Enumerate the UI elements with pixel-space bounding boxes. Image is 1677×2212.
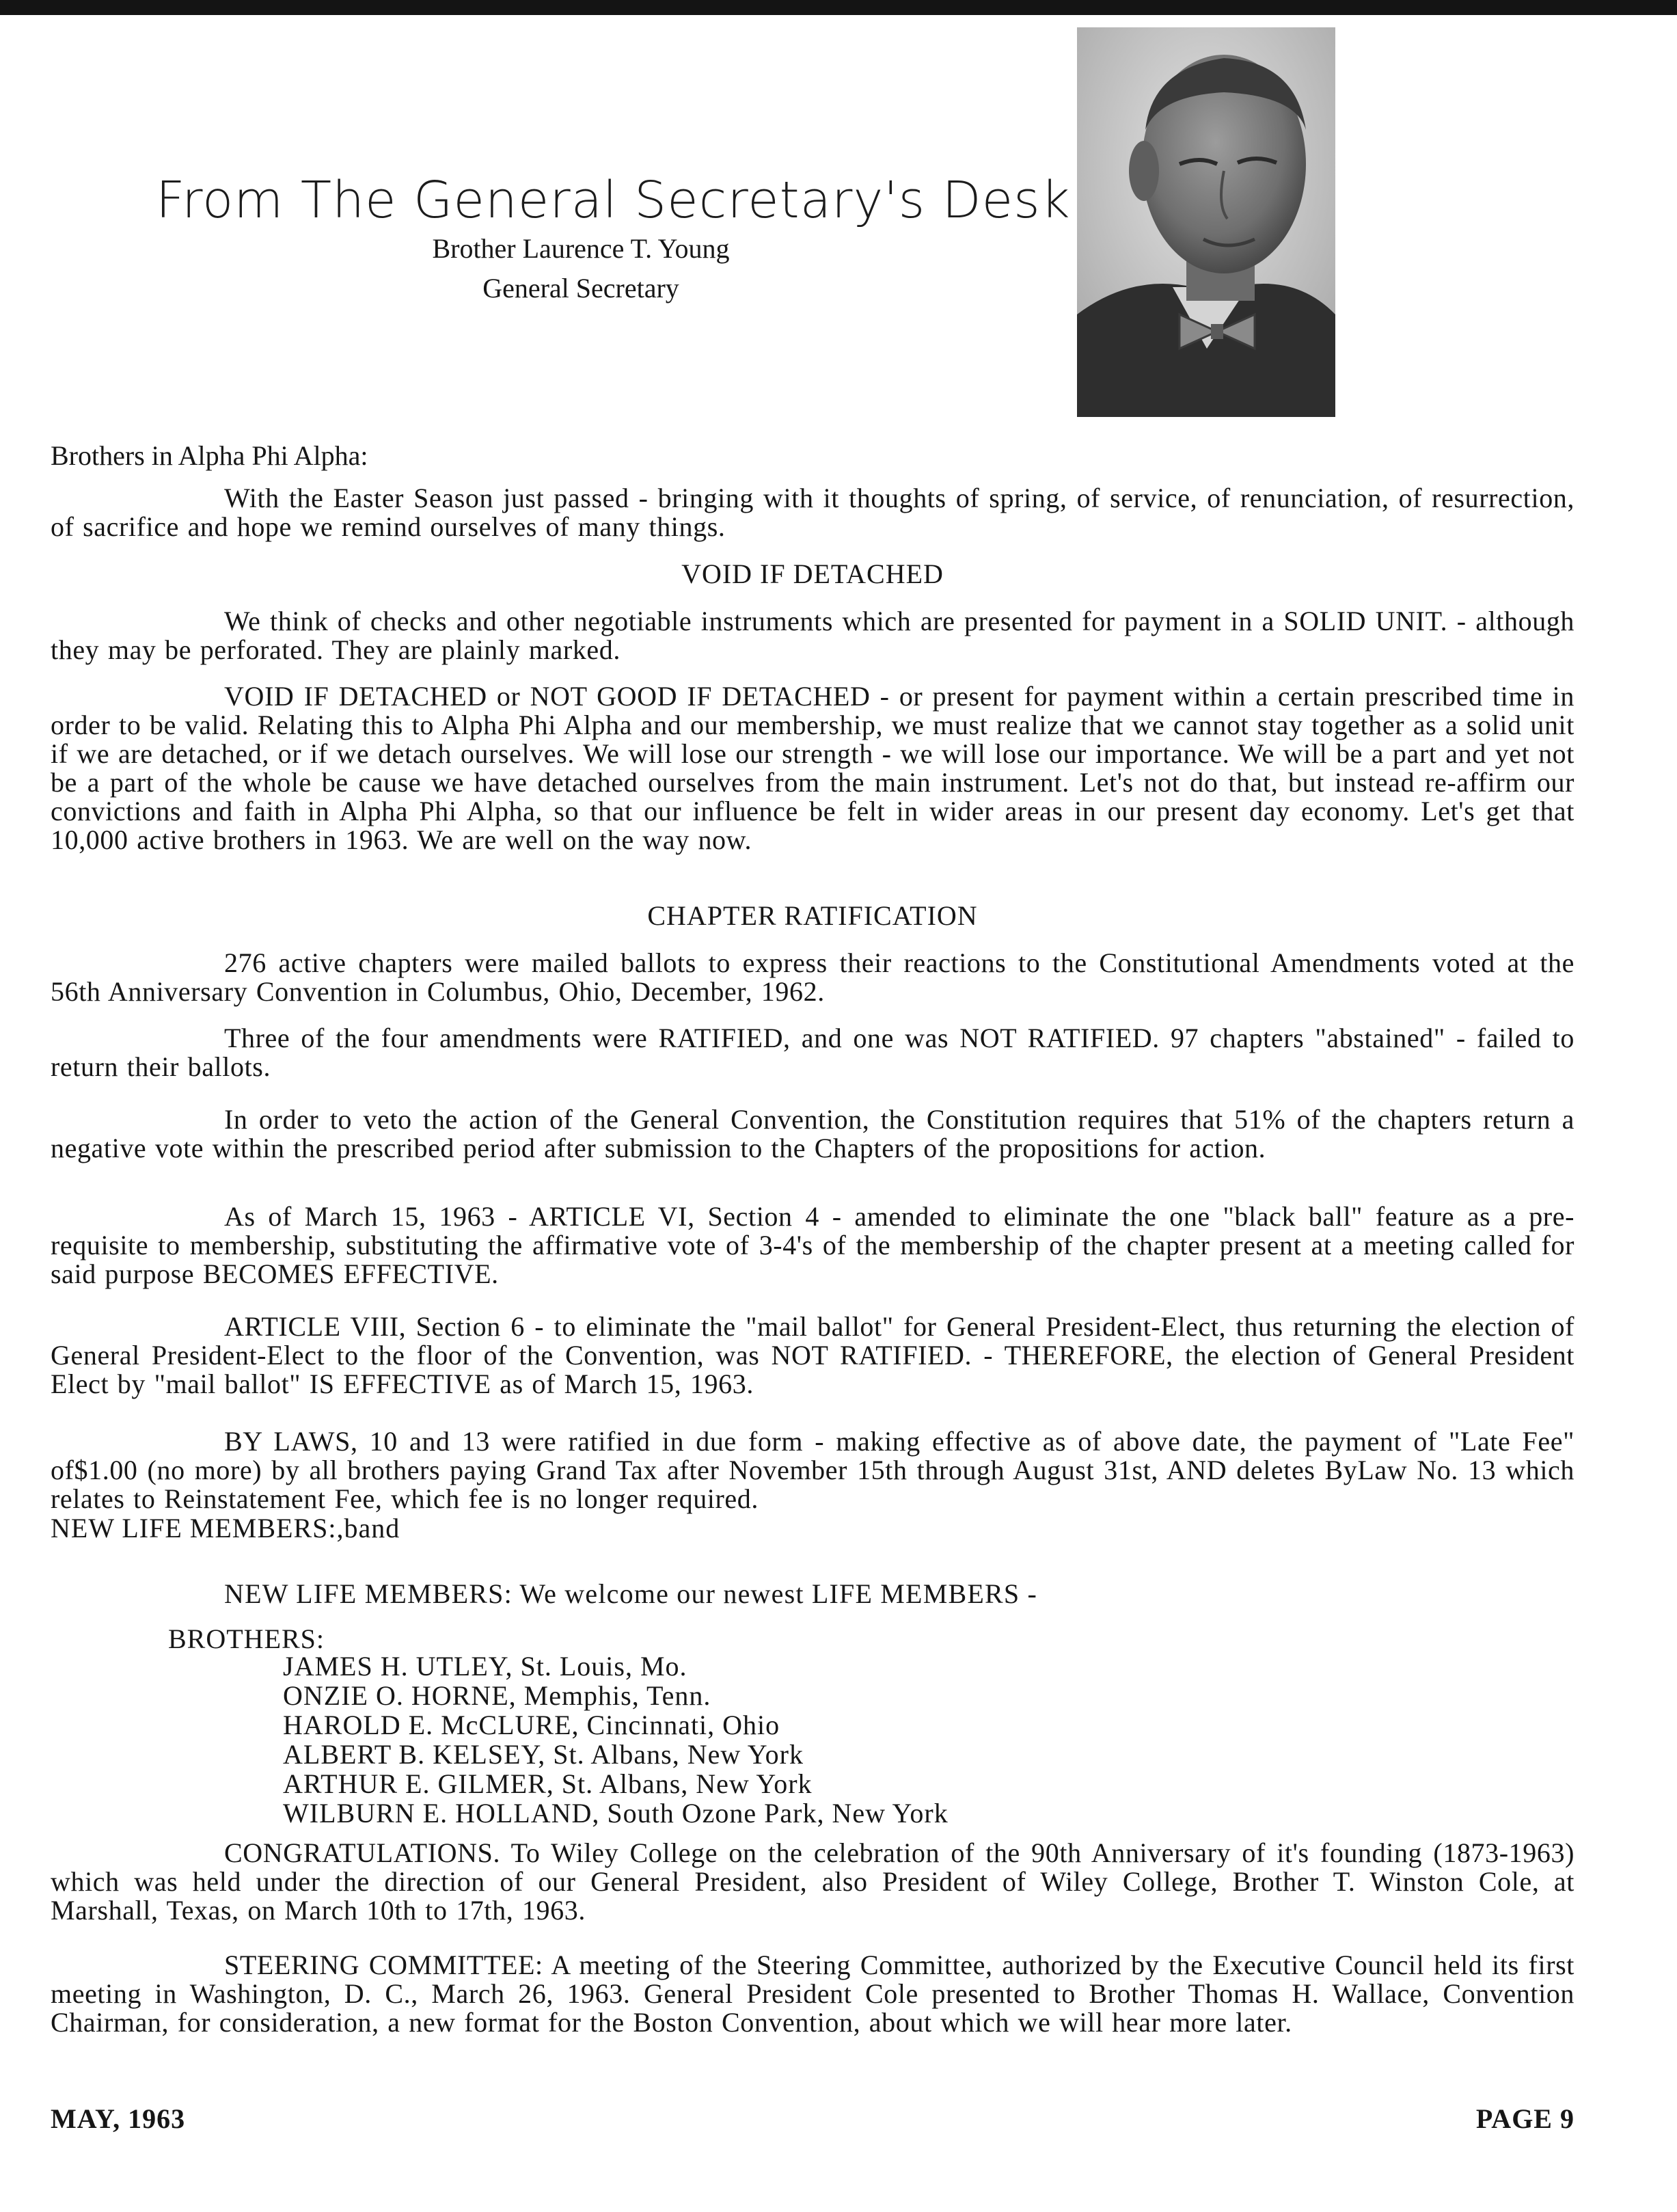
article-vi-paragraph: As of March 15, 1963 - ARTICLE VI, Section 4 - amended to eliminate the one "black ball" feature as a pre-requisite to membership, substituting the affirmative vote of 3-4's of the membership of the chapter present at a meeting called for said purpose BECOMES EFFECTIVE. [51, 1201, 1574, 1289]
intro-paragraph: With the Easter Season just passed - bringing with it thoughts of spring, of service, of renunciation, of resurrection, of sacrifice and hope we remind ourselves of many things. [51, 483, 1574, 542]
steering-paragraph: STEERING COMMITTEE: A meeting of the Steering Committee, authorized by the Executive Council held its first meeting in Washington, D. C., March 26, 1963. General President Cole presented to Brother Thomas H. Wallace, Convention Chairman, for consideration, a new format for the Boston Convention, about which we will hear more later. [51, 1950, 1574, 2038]
bylaws-paragraph: BY LAWS, 10 and 13 were ratified in due form - making effective as of above date, the payment of "Late Fee" of$1.00 (no more) by all brothers paying Grand Tax after November 15th through August 31st, AND deletes ByLaw No. 13 which relates to Reinstatement Fee, which fee is no longer required. [51, 1426, 1574, 1514]
salutation: Brothers in Alpha Phi Alpha: [51, 440, 368, 471]
section-heading-void: VOID IF DETACHED [681, 558, 944, 589]
list-item: ONZIE O. HORNE, Memphis, Tenn. [283, 1680, 711, 1711]
list-item: ALBERT B. KELSEY, St. Albans, New York [283, 1739, 804, 1770]
veto-paragraph: In order to veto the action of the General Convention, the Constitution requires that 51% of the chapters return a negative vote within the prescribed period after submission to the Chapters of the propositions for action. [51, 1104, 1574, 1163]
section-heading-ratification: CHAPTER RATIFICATION [647, 900, 978, 931]
stray-line: NEW LIFE MEMBERS:,band [51, 1513, 400, 1543]
list-item: ARTHUR E. GILMER, St. Albans, New York [283, 1768, 813, 1799]
checks-paragraph: We think of checks and other negotiable instruments which are presented for payment in a SOLID UNIT. - although they may be perforated. They are plainly marked. [51, 606, 1574, 665]
new-life-members-intro: NEW LIFE MEMBERS: We welcome our newest LIFE MEMBERS - [224, 1578, 1038, 1609]
brothers-label: BROTHERS: [168, 1623, 325, 1654]
life-members-list [283, 1651, 949, 1828]
page-title: From The General Secretary's Desk [156, 171, 1071, 230]
ballots-paragraph: 276 active chapters were mailed ballots to express their reactions to the Constitutional Amendments voted at the 56th Anniversary Convention in Columbus, Ohio, December, 1962. [51, 947, 1574, 1007]
author-portrait [1077, 27, 1335, 417]
author-name: Brother Laurence T. Young [432, 233, 730, 264]
issue-date: MAY, 1963 [51, 2103, 186, 2134]
author-title: General Secretary [482, 273, 679, 304]
congratulations-paragraph: CONGRATULATIONS. To Wiley College on the celebration of the 90th Anniversary of it's founding (1873-1963) which was held under the direction of our General President, also President of Wiley College, Brother T. Winston Cole, at Marshall, Texas, on March 10th to 17th, 1963. [51, 1837, 1574, 1926]
list-item: WILBURN E. HOLLAND, South Ozone Park, New York [283, 1798, 949, 1829]
void-paragraph: VOID IF DETACHED or NOT GOOD IF DETACHED - or present for payment within a certain prescribed time in order to be valid. Relating this to Alpha Phi Alpha and our membership, we must realize that we cannot stay together as a solid unit if we are detached, or if we detach ourselves. We will lose our strength - we will lose our importance. We will be a part and yet not be a part of the whole be cause we have detached ourselves from the main instrument. Let's not do that, but instead re-affirm our convictions and faith in Alpha Phi Alpha, so that our influence be felt in wider areas in our present day economy. Let's get that 10,000 active brothers in 1963. We are well on the way now. [51, 681, 1574, 855]
amendments-paragraph: Three of the four amendments were RATIFIED, and one was NOT RATIFIED. 97 chapters "abstained" - failed to return their ballots. [51, 1023, 1574, 1082]
list-item: HAROLD E. McCLURE, Cincinnati, Ohio [283, 1710, 780, 1740]
list-item: JAMES H. UTLEY, St. Louis, Mo. [283, 1651, 687, 1682]
article-viii-paragraph: ARTICLE VIII, Section 6 - to eliminate the "mail ballot" for General President-Elect, thus returning the election of General President-Elect to the floor of the Convention, was NOT RATIFIED. - THEREFORE, the election of General President Elect by "mail ballot" IS EFFECTIVE as of March 15, 1963. [51, 1311, 1574, 1399]
page-number: PAGE 9 [1475, 2103, 1574, 2134]
top-border-rule [0, 0, 1677, 15]
